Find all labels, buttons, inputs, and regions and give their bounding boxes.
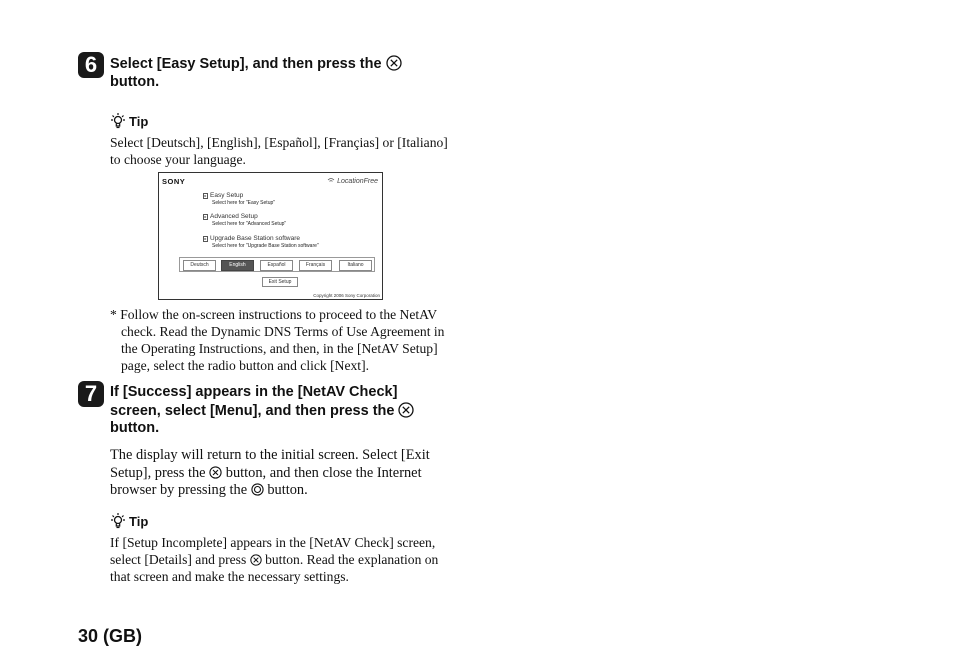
option-label: Upgrade Base Station software xyxy=(210,235,300,242)
copyright-text: Copyright 2006 Sony Corporation xyxy=(313,293,380,298)
lang-deutsch-button[interactable]: Deutsch xyxy=(183,260,216,271)
step-7-body-line3a: browser by pressing the xyxy=(110,482,248,498)
brand-text: LocationFree xyxy=(337,178,378,185)
easy-setup-option[interactable] xyxy=(203,192,275,206)
x-button-icon xyxy=(209,466,222,479)
step-6-tip-line2: to choose your language. xyxy=(110,152,246,167)
setup-screenshot xyxy=(158,172,383,300)
step-6-tip-text xyxy=(110,134,448,168)
step-7-body-line1: The display will return to the initial screen. Select [Exit xyxy=(110,447,430,463)
step-6-tip-label xyxy=(110,112,148,130)
step-7-tip-line3: that screen and make the necessary settings. xyxy=(110,569,349,584)
step-6-heading-line1: Select [Easy Setup], and then press the xyxy=(110,56,382,72)
step-7-tip-line2b: button. Read the explanation on xyxy=(265,552,439,567)
x-button-icon xyxy=(250,554,262,566)
option-desc: Select here for "Upgrade Base Station software" xyxy=(212,243,319,249)
locationfree-logo xyxy=(327,177,378,185)
tip-label-text: Tip xyxy=(129,513,149,529)
step-6-badge: 6 xyxy=(78,52,104,78)
step-7-heading-line1: If [Success] appears in the [NetAV Check] xyxy=(110,384,398,400)
wifi-icon xyxy=(327,177,335,183)
step-7-heading-line3: button. xyxy=(110,420,160,436)
step-7-body-line2a: Setup], press the xyxy=(110,464,206,481)
option-desc: Select here for "Easy Setup" xyxy=(212,200,276,206)
x-button-icon xyxy=(386,55,402,71)
tip-label-text: Tip xyxy=(129,113,149,129)
lightbulb-icon xyxy=(110,112,126,130)
page-number: 30 (GB) xyxy=(78,626,143,646)
exit-setup-button[interactable]: Exit Setup xyxy=(262,277,298,287)
option-label: Advanced Setup xyxy=(210,213,258,220)
upgrade-software-option[interactable] xyxy=(203,235,319,249)
play-icon: ▸ xyxy=(204,192,207,198)
advanced-setup-option[interactable] xyxy=(203,213,286,227)
step-6-heading-line2: button. xyxy=(110,73,160,90)
lang-english-button[interactable]: English xyxy=(221,260,254,271)
option-desc: Select here for "Advanced Setup" xyxy=(212,221,287,227)
play-icon: ▸ xyxy=(204,213,207,219)
step-7-tip-line2a: select [Details] and press xyxy=(110,552,247,567)
footnote-line2: check. Read the Dynamic DNS Terms of Use Agreement in xyxy=(121,324,445,339)
play-icon: ▸ xyxy=(204,235,207,241)
step-6-heading xyxy=(110,55,450,91)
step-7-tip-label xyxy=(110,512,148,530)
step-7-badge: 7 xyxy=(78,381,104,407)
lightbulb-icon xyxy=(110,512,126,530)
step-6-tip-line1: Select [Deutsch], [English], [Español], [Françias] or [Italiano] xyxy=(110,135,448,150)
option-label: Easy Setup xyxy=(210,192,244,199)
step-7-heading-line2: screen, select [Menu], and then press the xyxy=(110,402,395,419)
circle-button-icon xyxy=(251,483,264,496)
lang-francais-button[interactable]: Français xyxy=(299,260,332,271)
step-7-body xyxy=(110,447,430,500)
step-7-tip-line1: If [Setup Incomplete] appears in the [NetAV Check] screen, xyxy=(110,535,436,550)
footnote-line1: * Follow the on-screen instructions to proceed to the NetAV xyxy=(110,307,438,322)
footnote-line4: page, select the radio button and click [Next]. xyxy=(121,358,369,373)
step-7-body-line3b: button. xyxy=(267,482,308,498)
step-7-tip-text xyxy=(110,534,438,585)
lang-italiano-button[interactable]: Italiano xyxy=(339,260,372,271)
language-bar xyxy=(179,257,375,272)
step-7-body-line2b: button, and then close the Internet xyxy=(225,464,422,481)
step-7-heading xyxy=(110,384,470,438)
x-button-icon xyxy=(398,402,414,418)
footnote xyxy=(110,306,444,374)
sony-logo: SONY xyxy=(162,177,186,186)
footnote-line3: the Operating Instructions, and then, in the [NetAV Setup] xyxy=(121,341,438,356)
lang-espanol-button[interactable]: Español xyxy=(260,260,293,271)
